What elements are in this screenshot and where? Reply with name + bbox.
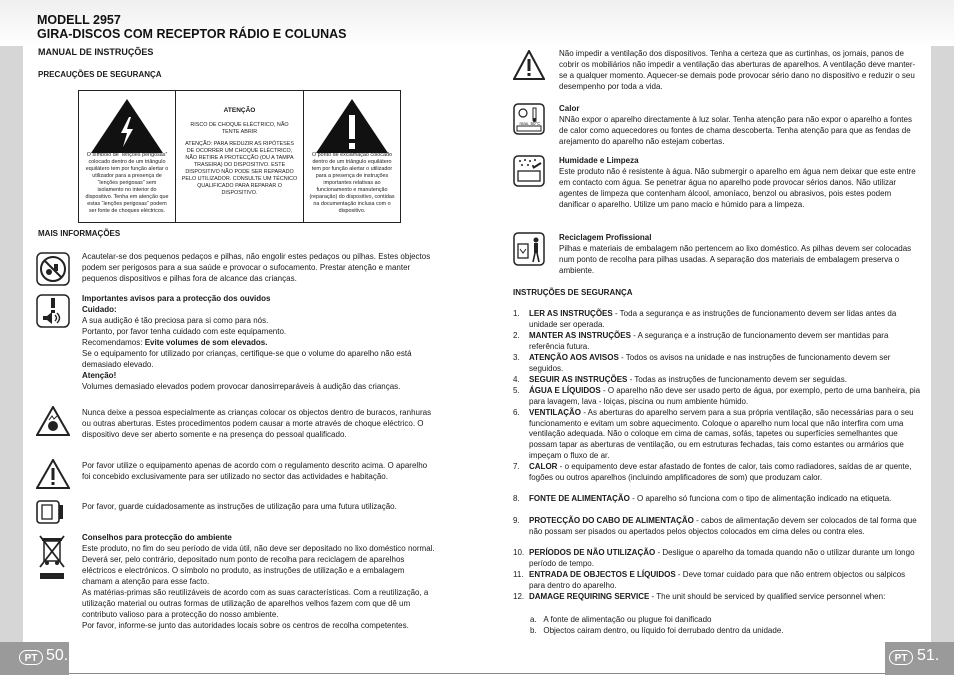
rule-text	[529, 592, 921, 603]
objects-paragraph: Nunca deixe a pessoa especialmente as crianças colocar os objectos dentro de buracos, ranhuras ou outras aberturas. Estes procedimentos podem causar a morte através de choque eléctrico. O dispositivo deve ser aberto somente e na presença do pessoal qualificado.	[82, 408, 432, 439]
rule-body: - As aberturas do aparelho servem para a sua própria ventilação, são necessárias para o seu funcionamento e evitam um sobre aquecimento. Coloque o aparelho num local que não interfira com uma ventilação adequada. Não o coloque em cima de camas, sofás, tapetes ou superfícies semelhantes que possam tapar as aberturas de ventilação, ou em estruturas fechadas, tais como estantes ou armários que impeçam o fluxo de ar.	[529, 408, 914, 460]
rule-title: DAMAGE REQUIRING SERVICE	[529, 592, 650, 601]
lightning-warning-icon	[89, 97, 165, 155]
attention-text: ATENÇÃO: PARA REDUZIR AS RIPÓTESES DE OCORRER UM CHOQUE ELÉCTRICO, NÃO RETIRE A PROTECÇÃO (OU A TAMPA TRASEIRA) DO DISPOSITIVO. ESTE DISPOSITIVO NÃO PODE SER REPARADO PELO UTILIZADOR. CONSULTE UM TÉCNICO QUALIFICADO PARA REPARAR O DISPOSITIVO.	[181, 141, 298, 196]
heat-text: NNão expor o aparelho directamente à luz solar. Tenha atenção para não expor o aparelho a fontes de calor como aquecedores ou fontes de chama descoberta. Tenha atenção para que as fendas de arejamento do aparelho não estejam cobertas.	[559, 115, 912, 146]
rule-title: ENTRADA DE OBJECTOS E LÍQUIDOS	[529, 570, 676, 579]
lightning-symbol-text: O símbolo de “lenções perigosas” colocado dentro de um triângulo equilátero tem por função alertar o utilizador para a presença de “lenções perigosas” sem isolamento no interior do dispositivo. Tenha em atenção que estas “lenções perigosas” podem ser fonte de choques eléctricos.	[85, 152, 169, 214]
hearing-title: Importantes avisos para a protecção dos ouvidos	[82, 294, 271, 303]
rule-body: - A segurança e a instrução de funcionamento devem ser mantidas para referência futura.	[529, 331, 889, 351]
rule-text	[529, 309, 921, 330]
rule-text	[529, 462, 921, 483]
rule-title: PROTECÇÃO DO CABO DE ALIMENTAÇÃO	[529, 516, 694, 525]
rule-title: LER AS INSTRUÇÕES	[529, 309, 613, 318]
recycling-title: Reciclagem Profissional	[559, 233, 652, 242]
rule-number: 5.	[513, 386, 520, 395]
rule-title: ATENÇÃO AOS AVISOS	[529, 353, 619, 362]
rule-number: 11.	[513, 570, 524, 579]
rule-text	[529, 386, 921, 407]
safety-instructions-heading: INSTRUÇÕES DE SEGURANÇA	[513, 288, 633, 297]
environment-text-c: Por favor, informe-se junto das autoridades locais sobre os centros de recolha competentes.	[82, 621, 409, 630]
rule-body: - Desligue o aparelho da tomada quando não o utilizar durante um longo período de tempo.	[529, 548, 915, 568]
rule-number: 6.	[513, 408, 520, 417]
rule-body: - O aparelho não deve ser usado perto de água, por exemplo, perto de uma banheira, pia para lavagem, lava - loiças, piscina ou num ambiente húmido.	[529, 386, 921, 406]
rule-number: 9.	[513, 516, 520, 525]
rule-text	[529, 548, 921, 569]
warning-box-right	[304, 91, 400, 222]
model-title: MODELL 2957	[37, 13, 121, 27]
humidity-text: Este produto não é resistente à água. Não submergir o aparelho em água nem deixar que este entre em contacto com água. Se penetrar água no aparelho pode provocar sérios danos. Não utilizar agentes de limpeza que contenham álcool, amoníaco, benzol ou abrasivos, pois estes podem danificar o aparelho. Utilize um pano macio e húmido para a limpeza.	[559, 167, 916, 209]
sub-item-b-text: Objectos cairam dentro, ou líquido foi derrubado dentro da unidade.	[543, 626, 784, 635]
hearing-text-a: A sua audição é tão preciosa para si como para nós.	[82, 316, 269, 325]
rule-body: - Todas as instruções de funcionamento devem ser seguidas.	[627, 375, 847, 384]
hearing-text-d: Se o equipamento for utilizado por crianças, certifique-se que o volume do aparelho não está demasiado elevado.	[82, 349, 412, 369]
rule-text	[529, 408, 921, 462]
rule-text	[529, 516, 921, 537]
hearing-paragraph	[82, 293, 439, 392]
attention-label-2: Atenção!	[82, 371, 117, 380]
hearing-text-b: Portanto, por favor tenha cuidado com este equipamento.	[82, 327, 287, 336]
rule-text	[529, 353, 921, 374]
ventilation-paragraph: Não impedir a ventilação dos dispositivos. Tenha a certeza que as curtinhas, os jornais, panos de cobrir os mobiliários não impedir a ventilação das aberturas de aparelhos. A ventilação deve manter-se a qualquer momento. Aquecer-se demais pode provocar sério dano no dispositivo e reduzir o seu desempenho por toda a vida.	[559, 49, 916, 91]
document-title	[37, 13, 347, 41]
environment-paragraph	[82, 532, 437, 631]
heat-title: Calor	[559, 104, 580, 113]
left-page-number: 50.	[46, 647, 69, 664]
rule-body: - O aparelho só funciona com o tipo de alimentação indicado na etiqueta.	[629, 494, 892, 503]
rule-title: CALOR	[529, 462, 558, 471]
warning-box-left	[79, 91, 175, 222]
shock-risk-text: RISCO DE CHOQUE ELÉCTRICO, NÃO TENTE ABRIR	[190, 122, 289, 135]
recommend-label: Recomendamos:	[82, 338, 145, 347]
rule-title: VENTILAÇÃO	[529, 408, 581, 417]
rule-body: - Toda a segurança e as instruções de funcionamento devem ser lidas antes da unidade ser operada.	[529, 309, 897, 329]
rule-text	[529, 331, 921, 352]
exclamation-icon	[36, 459, 70, 489]
rule-title: PERÍODOS DE NÃO UTILIZAÇÃO	[529, 548, 656, 557]
usage-paragraph: Por favor utilize o equipamento apenas de acordo com o regulamento descrito acima. O aparelho foi concebido exclusivamente para ser utilizado no sector das actividades e habitação.	[82, 461, 428, 481]
rule-title: ÁGUA E LÍQUIDOS	[529, 386, 601, 395]
weee-bin-icon	[37, 533, 67, 581]
rule-number: 4.	[513, 375, 520, 384]
rule-body: - The unit should be serviced by qualified service personnel when:	[649, 592, 886, 601]
rule-text	[529, 570, 921, 591]
rule-body: - cabos de alimentação devem ser colocados de tal forma que não possam ser pisados ou apertados pelos objectos colocados em cima deles ou contra eles.	[529, 516, 917, 536]
language-badge: PT	[889, 650, 913, 665]
right-side-bar	[931, 46, 954, 642]
recycling-text: Pilhas e materiais de embalagem não pertencem ao lixo doméstico. As pilhas devem ser colocadas num ponto de recolha para pilhas usadas. A separação dos materiais de embalagem preserva o ambiente.	[559, 244, 912, 275]
warning-box	[78, 90, 401, 223]
rule-body: - Deve tomar cuidado para que não entrem objectos ou salpicos para dentro do aparelho.	[529, 570, 906, 590]
humidity-title: Humidade e Limpeza	[559, 156, 639, 165]
caution-label: Cuidado:	[82, 305, 117, 314]
environment-text-a: Este produto, no fim do seu período de vida útil, não deve ser depositado no lixo doméstico normal. Deverá ser, pelo contrário, depositado num ponto de recolha para reciclagem de aparelhos eléctricos e electrónicos. O símbolo no produto, as instruções de utilização e a embalagem chamam a atenção para esse facto.	[82, 544, 435, 586]
rule-title: SEGUIR AS INSTRUÇÕES	[529, 375, 628, 384]
environment-title: Conselhos para protecção do ambiente	[82, 533, 232, 542]
sub-item-b-number: b.	[530, 626, 537, 635]
rule-body: - Todos os avisos na unidade e nas instruções de funcionamento devem ser seguidos.	[529, 353, 891, 373]
max-temperature-label: max. 50°C	[519, 121, 541, 126]
rule-number: 12.	[513, 592, 525, 601]
manual-heading: MANUAL DE INSTRUÇÕES	[38, 47, 154, 57]
rule-number: 7.	[513, 462, 520, 471]
no-small-parts-icon	[36, 252, 70, 286]
sub-item-a-number: a.	[530, 615, 537, 624]
rule-number: 3.	[513, 353, 520, 362]
rule-number: 1.	[513, 309, 520, 318]
safety-rules-list	[513, 0, 923, 675]
recommend-bold: Evite volumes de som elevados.	[144, 338, 268, 347]
warning-box-center	[176, 91, 303, 222]
exclamation-warning-icon	[314, 97, 390, 155]
language-badge: PT	[19, 650, 43, 665]
keep-instructions-paragraph: Por favor, guarde cuidadosamente as instruções de utilização para uma futura utilização.	[82, 502, 397, 511]
rule-text	[529, 494, 921, 505]
left-footer-tab	[0, 642, 69, 675]
rule-body: - o equipamento deve estar afastado de fontes de calor, tais como radiadores, saídas de ar quente, fogões ou outros aparelhos (incluindo amplificadores de som) que produzam calor.	[529, 462, 912, 482]
precautions-heading: PRECAUÇÕES DE SEGURANÇA	[38, 70, 162, 79]
sub-item-a-text: A fonte de alimentação ou plugue foi danificado	[543, 615, 712, 624]
hearing-protection-icon	[36, 294, 70, 328]
rule-text	[529, 375, 921, 386]
rule-number: 2.	[513, 331, 520, 340]
electric-shock-warning-icon	[36, 406, 70, 436]
environment-text-b: As matérias-primas são reutilizáveis de acordo com as suas características. Com a reutilização, a utilização material ou outras formas de utilização de aparelhos velhos fazem com que dê um contributo valioso para a protecção do nosso ambiente.	[82, 588, 429, 619]
sub-item-b	[530, 625, 910, 636]
rule-title: FONTE DE ALIMENTAÇÃO	[529, 494, 630, 503]
hearing-text-e: Volumes demasiado elevados podem provocar danosirreparáveis à audição das crianças.	[82, 382, 401, 391]
more-info-heading: MAIS INFORMAÇÕES	[38, 229, 121, 238]
rule-title: MANTER AS INSTRUÇÕES	[529, 331, 631, 340]
exclamation-symbol-text: O ponto de exclamação colocado dentro de um triângulo equilátero tem por função alertar o utilizador para a presença de instruções importantes relativas ao funcionamento e manutenção (reparação) do dispositivo, contidas na documentação inclusa com o dispositivo.	[309, 152, 395, 214]
attention-label: ATENÇÃO	[223, 107, 256, 114]
hearing-text-c	[82, 337, 439, 348]
rule-number: 8.	[513, 494, 520, 503]
right-page-number: 51.	[917, 647, 940, 664]
left-side-bar	[0, 46, 23, 642]
rule-number: 10.	[513, 548, 525, 557]
sub-item-a	[530, 614, 910, 625]
small-parts-paragraph: Acautelar-se dos pequenos pedaços e pilhas, não engolir estes pedaços ou pilhas. Estes objectos podem ser perigosos para a sua saúde e provocar o sufocamento. Prestar atenção e manter pequenos dispositivos e pilhas fora de alcance das crianças.	[82, 252, 431, 283]
manual-book-icon	[36, 500, 64, 524]
product-title: GIRA-DISCOS COM RECEPTOR RÁDIO E COLUNAS	[37, 27, 347, 41]
